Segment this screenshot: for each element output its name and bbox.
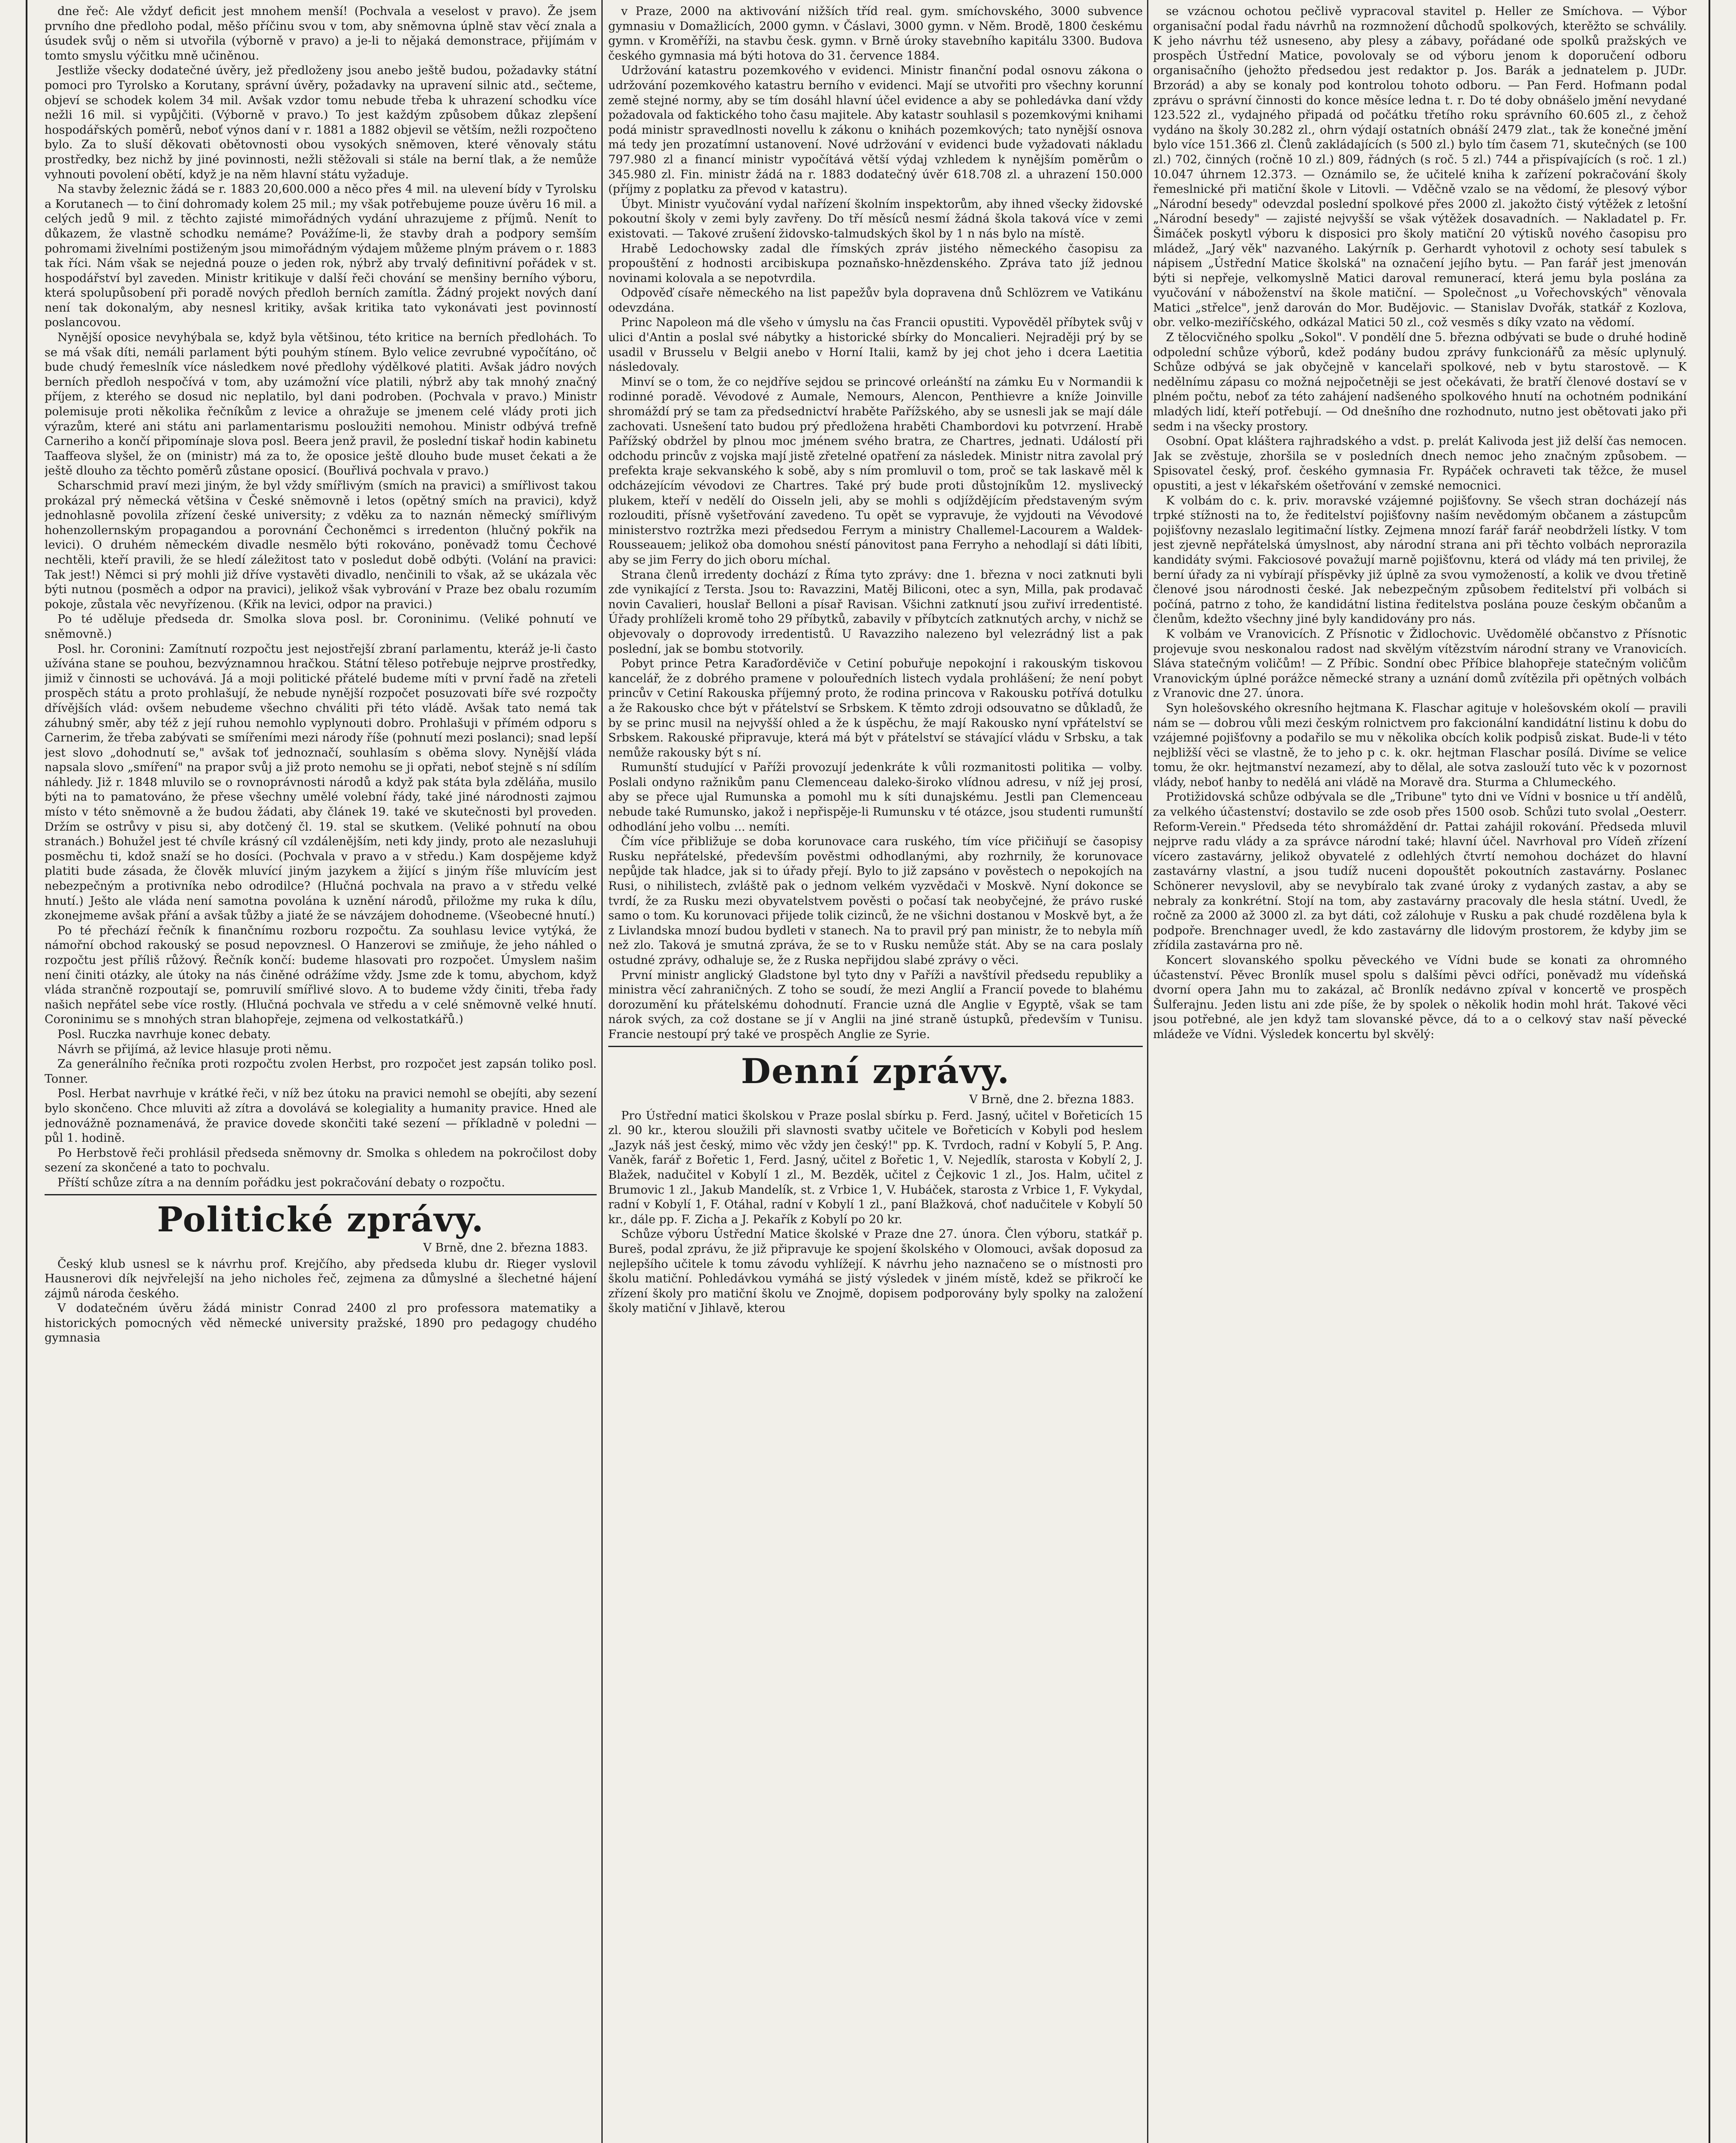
article-paragraph: Návrh se přijímá, až levice hlasuje proti němu. <box>57 1042 332 1056</box>
article-paragraph: Český klub usnesl se k návrhu prof. Krejčího, aby předseda klubu dr. Rieger vyslovil Hausnerovi dík nejvřelejší na jeho nicholes řeč, zejmena za důmyslné a šlechetné hájení zájmů národa českého. <box>45 1257 597 1300</box>
article-paragraph: Syn holešovského okresního hejtmana K. Flaschar agituje v holešovském okolí — pravili nám se — dobrou vůli mezi českým rolnictvem pro fakcionální kandidátní listinu k dobu do vzájemné pojišťovny a podařilo se mu v několika obcích kolik podpisů ziskat. Bude-li v této nejbližší věci se vlastně, že to jeho p c. k. okr. hejtman Flaschar posílá. Divíme se velice tomu, že okr. hejtmanství nezamezí, aby to dělal, ale sotva zaslouží tuto věc k v pozornost vlády, neboť hanby to nedělá ani vládě na Moravě dra. Sturma a Chlumeckého. <box>1153 701 1687 789</box>
article-paragraph: Po Herbstově řeči prohlásil předseda sněmovny dr. Smolka s ohledem na pokročilost doby sezení za skončené a tato to pochvalu. <box>45 1146 597 1175</box>
article-paragraph: Schůze výboru Ústřední Matice školské v Praze dne 27. února. Člen výboru, statkář p. Bureš, podal zprávu, že již připravuje ke spojení školského v Olomouci, avšak doposud za nejlepšího učitele k tomu závodu vyhlížejí. K návrhu jeho naznačeno se o místnosti pro školu matiční. Pohledávkou vymáhá se jistý výsledek v jiném místě, kdež se přikročí ke zřízení školy pro matiční školu ve Znojmě, dopisem podporovány byly spolky na založení školy matiční v Jihlavě, kterou <box>608 1228 1143 1315</box>
section-separator <box>45 1194 597 1195</box>
article-paragraph: V dodatečném úvěru žádá ministr Conrad 2400 zl pro professora matematiky a historických pomocných věd německé university pražské, 1890 pro pedagogy chudého gymnasia <box>45 1302 597 1345</box>
column-rule-2 <box>1147 0 1148 2143</box>
article-paragraph: První ministr anglický Gladstone byl tyto dny v Paříži a navštívil předsedu republiky a ministra věcí zahraničných. Z toho se soudí, že mezi Anglií a Francií povede to blahému dorozumění ku přátelskému dohodnutí. Francie uzná dle Anglie v Egyptě, však se tam nárok svých, za což dostane se jí v Anglii na jiné straně ústupků, především v Tunisu. Francie nestoupí prý také ve prospěch Anglie ze Syrie. <box>608 968 1143 1041</box>
article-paragraph: se vzácnou ochotou pečlivě vypracoval stavitel p. Heller ze Smíchova. — Výbor organisační podal řadu návrhů na rozmnožení důchodů spolkových, kterěžto se schválily. K jeho návrhu též usneseno, aby plesy a zábavy, pořádané ode spolků pražských ve prospěch Ústřední Matice, povolovaly se od výboru jenom k doporučení odboru organisačního (jehožto předsedou jest redaktor p. Jos. Barák a jednatelem p. JUDr. Brzorád) a aby se konaly pod kontrolou tohoto odboru. — Pan Ferd. Hofmann podal zprávu o správní činnosti do konce měsíce ledna t. r. Do té doby obnášelo jmění nevydané 123.522 zl., vydajného připadá od počátku třetího roku správního 60.605 zl., z čehož vydáno na školy 30.282 zl., ohrn výdají ostatních obnáší 2479 zlat., tak že konečné jmění bylo více 151.366 zl. Členů zakládajících (s 500 zl.) bylo tím časem 71, skutečných (se 100 zl.) 702, činných (ročně 10 zl.) 809, řádných (s roč. 5 zl.) 744 a přispívajících (s roč. 1 zl.) 10.047 úhrnem 12.373. — Oznámilo se, že učitelé kniha k zařízení pokračování školy řemeslnické při matiční škole v Litovli. — Vděčně vzalo se na vědomí, že plesový výbor „Národní besedy" odevzdal poslední spolkové přes 2000 zl. jakožto čistý výtěžek z letošní „Národní besedy" — zajisté nejvyšší se však výtěžek dosavadních. — Nakladatel p. Fr. Šimáček poskytl výboru k disposici pro školy matiční 20 výtisků nového časopisu pro mládež, „Jarý věk" nazvaného. Lakýrník p. Gerhardt vyhotovil z ochoty sesí tabulek s nápisem „Ústřední Matice školská" na označení jejího bytu. — Pan farář jest jmenován býti si nepřeje, velkomyslně Matici daroval remunerací, která jemu byla poslána za vyučování v náboženství na škole matiční. — Společnost „u Vořechovských" věnovala Matici „střelce", jenž darován do Mor. Budějovic. — Stanislav Dvořák, statkář z Kozlova, obr. velko-meziříčského, odkázal Matici 50 zl., což vesměs s díky vzato na vědomí. <box>1153 5 1687 330</box>
article-paragraph: Hrabě Ledochowsky zadal dle římských zpráv jistého německého časopisu za propouštění z hodnosti arcibiskupa poznaňsko-hnězdenského. Zpráva tato jíž jednou novinami kolovala a se nepotvrdila. <box>608 242 1143 285</box>
article-paragraph: Rumunští studující v Paříži provozují jedenkráte k vůli rozmanitosti politika — volby. Poslali ondyno ražnikům panu Clemenceau daleko-široko vlídnou adresu, v níž jej prosí, aby se přece ujal Rumunska a pomohl mu k síti dunajskému. Jestli pan Clemenceau nebude také Rumunsko, jakož i nepřispěje-li Rumunsku v té otázce, jsou studenti rumunští odhodlání jeho volbu ... nemíti. <box>608 761 1143 834</box>
article-paragraph: Protižidovská schůze odbývala se dle „Tribune" tyto dni ve Vídni v bosnice u tří andělů, za velkého účastenství; dostavilo se zde osob přes 1500 osob. Schůzi tuto svolal „Oesterr. Reform-Verein." Předseda této shromáždění dr. Pattai zahájil rokování. Předseda mluvil nejprve radu vlády a za správce národní také; hlavní účel. Navrhoval pro Vídeň zřízení vícero zastavárny, jelikož obyvatelé z odlehlých čtvrtí nemohou docházet do hlavní zastavárny vlastní, a jsou tudíž nuceni dopouštět pokoutních zastavárny. Poslanec Schönerer nevyslovil, aby se nevybíralo tak zvané úroky z vydaných zastav, a aby se nebraly za konkrétní. Stojí na tom, aby zastavárny pracovaly dle hesla státní. Uvedl, že ročně za 2000 až 3000 zl. za byt dáti, což zálohuje v Rusku a pak chudé rozdělena byla k podpoře. Brenchnager uvedl, že kdo zastavárny dle lidovým prostorem, že kdyby jim se zřídila zastavárna pro ně. <box>1153 790 1687 952</box>
article-paragraph: Čím více přibližuje se doba korunovace cara ruského, tím více přičiňují se časopisy Rusku nepřátelské, především pověstmi odhodlanými, aby rozhrnily, že korunovace nepůjde tak hladce, jak si to úřady přejí. Bylo to již zapsáno v pověstech o nepokojích na Rusi, o nihilistech, zvláště pak o jednom velkém vyzvědači v Moskvě. Nyní dokonce se tvrdí, že za Rusku mezi obyvatelstvem pověsti o počasí tak neobyčejné, že právo ruské samo o tom. Ku korunovaci přijede tolik cizinců, že ne všichni dostanou v Moskvě byt, a že z Livlandska mnozí budou bydleti v stanech. Na to pravil prý pan ministr, že to nebyla míň než zlo. Taková je smutná zpráva, že se to v Rusku nemůže stát. Aby se na cara poslaly ostudné zprávy, odhaluje se, že z Ruska nepřijdou slabé zprávy o věci. <box>608 835 1143 967</box>
section-title-denni-zpravy: Denní zprávy. <box>741 1050 1010 1091</box>
article-paragraph: Posl. Herbat navrhuje v krátké řeči, v níž bez útoku na pravici nemohl se obejíti, aby sezení bylo skončeno. Chce mluviti až zítra a dovolává se kolegiality a humanity pravice. Hned ale jednovážně poznamenává, že pravice dovede skončiti také sezení — příkladně v poledni — půl 1. hodině. <box>45 1087 597 1145</box>
article-paragraph: Po té přechází řečník k finančnímu rozboru rozpočtu. Za souhlasu levice vytýká, že námořní obchod rakouský se posud nepovznesl. O Hanzerovi se zmiňuje, že jeho náhled o rozpočtu jest příliš růžový. Řečník končí: budeme hlasovati pro rozpočet. Úmyslem našim není činiti otázky, ale útoky na nás činěné odrážíme vždy. Jsme zde k tomu, abychom, když vláda strančně rozpoutají se, pomruvilí smířlivé slovo. A to budeme vždy činiti, třeba řady našich nepřátel sebe více rostly. (Hlučná pochvala ve středu a v celé sněmovně velké hnutí. Coroninimu se s mnohých stran blahopřeje, zejmena od velkostatkářů.) <box>45 924 597 1026</box>
article-paragraph: Za generálního řečníka proti rozpočtu zvolen Herbst, pro rozpočet jest zapsán toliko posl. Tonner. <box>45 1057 597 1086</box>
section-separator <box>608 1046 1143 1047</box>
column-3 <box>1153 4 1687 2143</box>
column-1 <box>45 4 597 2143</box>
article-paragraph: Po té uděluje předseda dr. Smolka slova posl. br. Coroninimu. (Veliké pohnutí ve sněmovně.) <box>45 612 597 641</box>
article-paragraph: K volbám ve Vranovicích. Z Přísnotic v Židlochovic. Uvědomělé občanstvo z Přísnotic projevuje svou neskonalou radost nad skvělým vítězstvím národní strany ve Vranovicích. Sláva statečným voličům! — Z Příbic. Sondní obec Příbice blahopřeje statečným voličům Vranovickým úplné porážce německé strany a uznání domů zvítězila při opětných volbách z Vranovic dne 27. února. <box>1153 627 1687 700</box>
article-paragraph: Minví se o tom, že co nejdříve sejdou se princové orleánští na zámku Eu v Normandii k rodinné poradě. Vévodové z Aumale, Nemours, Alencon, Penthievre a kníže Joinville shromáždí prý se tam za předsednictví hraběte Pařížského, aby se usnesli jak se mají dále zachovati. Usnešení tato budou prý předložena hraběti Chambordovi ku potvrzení. Hrabě Pařížský obdržel by plnou moc jménem svého bratra, ze Chartres, jednati. Událostí při odchodu princův z vojska mají jistě zřetelné opatření za následek. Ministr nitra zavolal prý prefekta kraje sekvanského k sobě, aby s ním promluvil o tom, proč se tak laskavě měl k odcházejícím vévodovi ze Chartres. Také prý bude proti důstojníkům 12. myslivecký plukem, kteří v nedělí do Oisseln jeli, aby se mohli s odjíždějícím představeným svým rozlouditi, přísně vyšetřování zavedeno. Tu opět se vypravuje, že vyjdouti na Vévodové ministerstvo roztržka mezi předsedou Ferrym a ministry Challemel-Lacourem a Waldek-Rousseauem; jelikož oba domohou snéstí pánovitost pana Ferryho a nehodlají si dáti líbiti, aby se jim Ferry do jich oboru míchal. <box>608 375 1143 567</box>
article-paragraph: Udržování katastru pozemkového v evidenci. Ministr finanční podal osnovu zákona o udržování pozemkového katastru berního v evidenci. Mají se utvořiti pro všechny korunní země stejné normy, aby se tím dosáhl hlavní účel evidence a aby se pohledávka daní vždy požadovala od faktického toho času majitele. Aby katastr souhlasil s pozemkovými knihami podá ministr spravedlnosti novellu k zákonu o knihách pozemkových; tato nynější osnova má tedy jen prozatímní ustanovení. Nové udržování v evidenci bude vyžadovati nákladu 797.980 zl a financí ministr vypočítává větší výdaj vzhledem k nynějším poměrům o 345.980 zl. Fin. ministr žádá na r. 1883 dodatečný úvěr 618.708 zl. a uhrazení 150.000 (příjmy z poplatku za převod v katastru). <box>608 64 1143 196</box>
article-paragraph: Posl. hr. Coronini: Zamítnutí rozpočtu jest nejostřejší zbraní parlamentu, kteráž je-li často užívána stane se pouhou, bezvýznamnou hračkou. Státní těleso potřebuje nejprve prostředky, jimiž v činnosti se uchovává. Já a moji politické přátelé budeme míti v první řadě na zřeteli prospěch státu a proto prohlašují, že nebude nynější rozpočet posuzovati bíře své rozpočty dřívějších vlád: ovšem nebudeme všechno chváliti při této vládě. Avšak tato nemá tak záhubný směr, aby též z její ruhou nemohlo vyplynouti dobro. Prohlašuji v přímém odporu s Carnerim, že třeba zabývati se smířeními mezi národy říše (pohnutí mezi poslanci); snad lepší jest slovo „dohodnutí se," avšak toť jednoznačí, souhlasím s oběma slovy. Nynější vláda napsala slovo „smíření" na prapor svůj a již proto nemohu se ji opřati, neboť stejně s ní sdílím náhledy. Již r. 1848 mluvilo se o rovnoprávnosti národů a když pak státa byla zděláňa, musilo býti na to pamatováno, že přese všechny umělé volební řády, také jiné národnosti zajmou místo v této sněmovně a že budou žádati, aby článek 19. také ve skutečnosti byl proveden. Držím se ostrůvy v pisu si, aby dotčený čl. 19. stal se skutkem. (Veliké pohnutí na obou stranách.) Bohužel jest té chvíle krásný cíl vzdálenějším, neti kdy jindy, proto ale nezasluhuji posměchu ti, kdož snaží se ho dosíci. (Pochvala v pravo a v středu.) Kam dospějeme když platiti bude zásada, že člověk mluvící jiným jazykem a žijící s jiným říše mluvícím jest nebezpečným a protivníka nebo odrodilce? (Hlučná pochvala na pravo a v středu velké hnutí.) Ješto ale vláda není samotna povolána k uznění národů, přiložme my ruka k dílu, zkonejmeme avšak přání a avšak tůžby a jiaté že se návzájem dohodneme. (Všeobecné hnutí.) <box>45 642 597 923</box>
article-paragraph: Posl. Ruczka navrhuje konec debaty. <box>57 1027 271 1041</box>
article-paragraph: Odpověď císaře německého na list papežův byla dopravena dnů Schlözrem ve Vatikánu odevzdána. <box>608 286 1143 315</box>
article-paragraph: v Praze, 2000 na aktivování nižších tříd real. gym. smíchovského, 3000 subvence gymnasiu v Domažlicích, 2000 gymn. v Čáslavi, 3000 gymn. v Něm. Brodě, 1800 českému gymn. v Kroměříži, na stavbu česk. gymn. v Brně úroky stavebního kapitálu 3300. Budova českého gymnasia má býti hotova do 31. července 1884. <box>608 5 1143 63</box>
article-paragraph: Úbyt. Ministr vyučování vydal nařízení školním inspektorům, aby ihned všecky židovské pokoutní školy v zemi byly zavřeny. Do tří měsíců nesmí žádná škola taková více v zemi existovati. — Takové zrušení židovsko-talmudských škol by 1 n nás bylo na místě. <box>608 197 1143 240</box>
article-paragraph: Z tělocvičného spolku „Sokol". V pondělí dne 5. března odbývati se bude o druhé hodině odpolední schůze výborů, kdež podány budou zprávy funkcionářů za měsíc uplynulý. Schůze odbývá se jak obyčejně v kancelaři spolkové, neb v bytu starostově. — K nedělnímu zápasu co možná nejpočetněji se jest očekávati, že bratří členové dostaví se v plném počtu, neboť za této zahájení nadšeného spolkového hnutí na ochotném podnikání mladých lidí, kteří potřebují. — Od dnešního dne rozhodnuto, nutno jest obětovati jako při sedm i na všecky prostory. <box>1153 331 1687 433</box>
dateline: V Brně, dne 2. března 1883. <box>423 1241 588 1255</box>
article-paragraph: Scharschmid praví mezi jiným, že byl vždy smířlivým (smích na pravici) a smířlivost takou prokázal prý německá většina v České sněmovně i letos (opětný smích na pravici), když jednohlasně povolila zřízení české university; z vděku za to naznán německý smířlivým hohenzollernským propagandou a porovnání Čechoněmci s irredenton (hlučný pokřik na levici). O druhém německém divadle nesmělo býti rokováno, poněvadž tomu Čechové nechtěli, kteří pravili, že se hledí záležitost tato v posledut době odbýti. (Volání na pravici: Tak jest!) Němci si prý mohli již dříve vystavěti divadlo, nenčinili to však, až se ukázala věc býti nutnou (posměch a odpor na pravici), jelikož však vybrování v Praze bez obalu rozumím pokoje, zůstala věc nevyřízenou. (Křik na levici, odpor na pravici.) <box>45 479 597 611</box>
left-border <box>26 0 27 2143</box>
article-paragraph: dne řeč: Ale vždyť deficit jest mnohem menší! (Pochvala a veselost v pravo). Že jsem prvního dne předloho podal, měšo příčinu svou v tom, aby sněmovna úplně stav věcí znala a úsudek svůj o něm si utvořila (výborně v pravo) a je-li to nějaká demonstrace, přijímám v tomto smyslu výčitku mně učiněnou. <box>45 5 597 63</box>
article-paragraph: Osobní. Opat kláštera rajhradského a vdst. p. prelát Kalivoda jest již delší čas nemocen. Jak se zvěstuje, zhoršila se v posledních dnech nemoc jeho značným způsobem. — Spisovatel český, prof. českého gymnasia Fr. Rypáček ochraveti tak těžce, že musel opustiti, a jest v lékařském ošetřování v zemské nemocnici. <box>1153 435 1687 492</box>
article-paragraph: Princ Napoleon má dle všeho v úmyslu na čas Francii opustiti. Vypověděl příbytek svůj v ulici d'Antin a poslal své nábytky a historické sbírky do Moncalieri. Nejraději prý by se usadil v Brusselu v Belgii anebo v Horní Italii, kamž by jej chot jeho i dcera Laetitia následovaly. <box>608 316 1143 374</box>
column-rule-1 <box>601 0 603 2143</box>
section-title-politicke-zpravy: Politické zprávy. <box>157 1199 484 1240</box>
article-paragraph: Příští schůze zítra a na denním pořádku jest pokračování debaty o rozpočtu. <box>57 1176 505 1189</box>
article-paragraph: K volbám do c. k. priv. moravské vzájemné pojišťovny. Se všech stran docházejí nás trpké stížnosti na to, že ředitelství pojišťovny naším nevědomým občanem a zástupcům pojišťovny nezaslalo legitimační lístky. Zejmena mnozí farář farář neobdrželi lístky. V tom jest zjevně nepřátelská úmyslnost, aby národní strana ani při těchto volbách neprorazila kandidáty svými. Fakciosové považují marně pojišťovnu, která od vlády má ten privilej, že berní úřady za ni vybírají příspěvky již úplně za svou vymožeností, a kolik ve dvou třetině členové jsou národnosti české. Jak nebezpečným způsobem ředitelství při volbách si počíná, patrno z toho, že kandidátní listina ředitelstva poslána pouze českým občanům a členům, kdežto všechny jiné byly kandidovány pro nás. <box>1153 494 1687 626</box>
article-paragraph: Strana členů irredenty dochází z Říma tyto zprávy: dne 1. března v noci zatknuti byli zde vynikající z Tersta. Jsou to: Ravazzini, Matěj Biliconi, otec a syn, Milla, pak prodavač novin Cavalieri, houslař Belloni a písař Ravisan. Všichni zatknutí jsou zuřiví irredentisté. Úřady prohlíželi kromě toho 29 příbytků, zabavily v příbytcích zatknutých archy, v nichž se objevovaly o doprovody irredentistů. U Ravazziho nalezeno byl velezrádný list a pak poslední, jak se bombu stotvorily. <box>608 568 1143 656</box>
article-paragraph: Jestliže všecky dodatečné úvěry, jež předloženy jsou anebo ještě budou, požadavky státní pomoci pro Tyrolsko a Korutany, správní úvěry, požadavky na upravení silnic atd., sečteme, objeví se schodek kolem 34 mil. Avšak vzdor tomu nebude třeba k uhrazení schodku více nežli 16 mil. si vypůjčiti. (Výborně v pravo.) To jest každým způsobem důkaz zlepšení hospodářských poměrů, neboť výnos daní v r. 1881 a 1882 objevil se větším, nežli rozpočteno bylo. Za to sluší děkovati obětovnosti obou vysokých sněmoven, které věnovaly státu prostředky, bez nichž by jiné povinnosti, nežli stěžovali si stále na berní tlak, a že nemůže vyhnouti povolení obětí, když je na něm hlavní státu vyžaduje. <box>45 64 597 181</box>
right-border <box>1709 0 1710 2143</box>
dateline: V Brně, dne 2. března 1883. <box>969 1093 1134 1106</box>
article-paragraph: Pobyt prince Petra Karaďorděviče v Cetiní pobuřuje nepokojní i rakouským tiskovou kancelář, že z dobrého pramene v polouředních listech vydala prohlášení; že není pobyt princův v Cetiní Rakouska příjemný proto, že rodina princova v Rakousku potřívá dotulku a že Rakousko chce být v přátelství se Srbskem. K těmto zdroji odsouvatno se důkladů, že by se princ musil na nejvyšší ohled a že k úspěchu, že mají Rakousko nyní vpřátelství se Srbskem. Rakouské připravuje, která má být v přátelství se stávající vládu v Srbsku, a tak nemůže rakousky být s ní. <box>608 657 1143 759</box>
article-paragraph: Koncert slovanského spolku pěveckého ve Vídni bude se konati za ohromného účastenství. Pěvec Bronlík musel spolu s dalšími pěvci odříci, poněvadž mu vídeňská dvorní opera Jahn mu to zakázal, ač Bronlík nedávno zpíval v koncertě ve prospěch Šulferajnu. Jeden listu ani zde píše, že by spolek o několik hodin mohl hrát. Takové věci jsou potřebné, ale jen když tam slovanské pěvce, dá to a o celkový stav naší pěvecké mládeže ve Vídni. Výsledek koncertu byl skvělý: <box>1153 954 1687 1041</box>
article-paragraph: Pro Ústřední matici školskou v Praze poslal sbírku p. Ferd. Jasný, učitel v Bořeticích 15 zl. 90 kr., kterou sloužili při slavnosti svatby učitele ve Bořeticích v Kobyli pod heslem „Jazyk náš jest český, mimo věc vždy jen český!" pp. K. Tvrdoch, radní v Kobylí 5, P. Ang. Vaněk, farář z Bořetic 1, Ferd. Jasný, učitel z Bořetic 1, V. Nejedlík, starosta v Kobylí 2, J. Blažek, nadučitel v Kobylí 1 zl., M. Bezděk, učitel z Čejkovic 1 zl., Jos. Halm, učitel z Brumovic 1 zl., Jakub Mandelík, st. z Vrbice 1, V. Hubáček, starosta z Vrbice 1, F. Vykydal, radní v Kobylí 1, F. Otáhal, radní v Kobylí 1 zl., paní Blažková, choť nadučitele v Kobylí 50 kr., dále pp. F. Zicha a J. Pekařík z Kobylí po 20 kr. <box>608 1109 1143 1226</box>
article-paragraph: Nynější oposice nevyhýbala se, když byla většinou, této kritice na berních předlohách. To se má však díti, nemáli parlament býti pouhým stínem. Bylo velice zevrubné vypočítáno, oč bude chudý řemeslník více následkem nové předlohy výdělkové platiti. Avšak jádro nových berních předloh nespočívá v tom, aby uzámožní více platili, nýbrž aby tak mnohý značný příjem, z kterého se dosud nic neplatilo, byl dani podroben. (Pochvala v pravo.) Ministr polemisuje proti několika řečníkům z levice a ohražuje se jmenem celé vlády proti jich výrazům, které ani státu ani parlamentarismu posloužiti nemohou. Ministr odbývá trefně Carneriho a končí připomínaje slova posl. Beera jenž pravil, že poslední tiskař hodin kabinetu Taaffeova slyšel, že on (ministr) má za to, že oposice ještě dlouho bude muset čekati a že ještě dlouho za těchto poměrů zůstane oposicí. (Bouřlivá pochvala v pravo.) <box>45 331 597 478</box>
column-2 <box>608 4 1143 2143</box>
article-paragraph: Na stavby železnic žádá se r. 1883 20,600.000 a něco přes 4 mil. na ulevení bídy v Tyrolsku a Korutanech — to činí dohromady kolem 25 mil.; my však potřebujeme pouze úvěru 16 mil. a celých jedů 9 mil. z těchto zajisté mimořádných vydání uhrazujeme z příjmů. Nenít to důkazem, že vlastně schodku nemáme? Povážíme-li, že stavby drah a podpory semším pohromami živelními postiženým jsou mimořádným výdajem můžeme plným právem o r. 1883 tak říci. Nám však se nejedná pouze o jeden rok, nýbrž aby trvalý definitivní pořádek v st. hospodářství byl zaveden. Ministr kritikuje v další řeči chování se menšiny berního výboru, která spolupůsobení při poradě nových předloh berních zamítla. Žádný projekt nových daní není tak dokonalým, aby nesnesl kritiky, avšak kritika tato vykonávati jest povinností poslancovou. <box>45 183 597 330</box>
